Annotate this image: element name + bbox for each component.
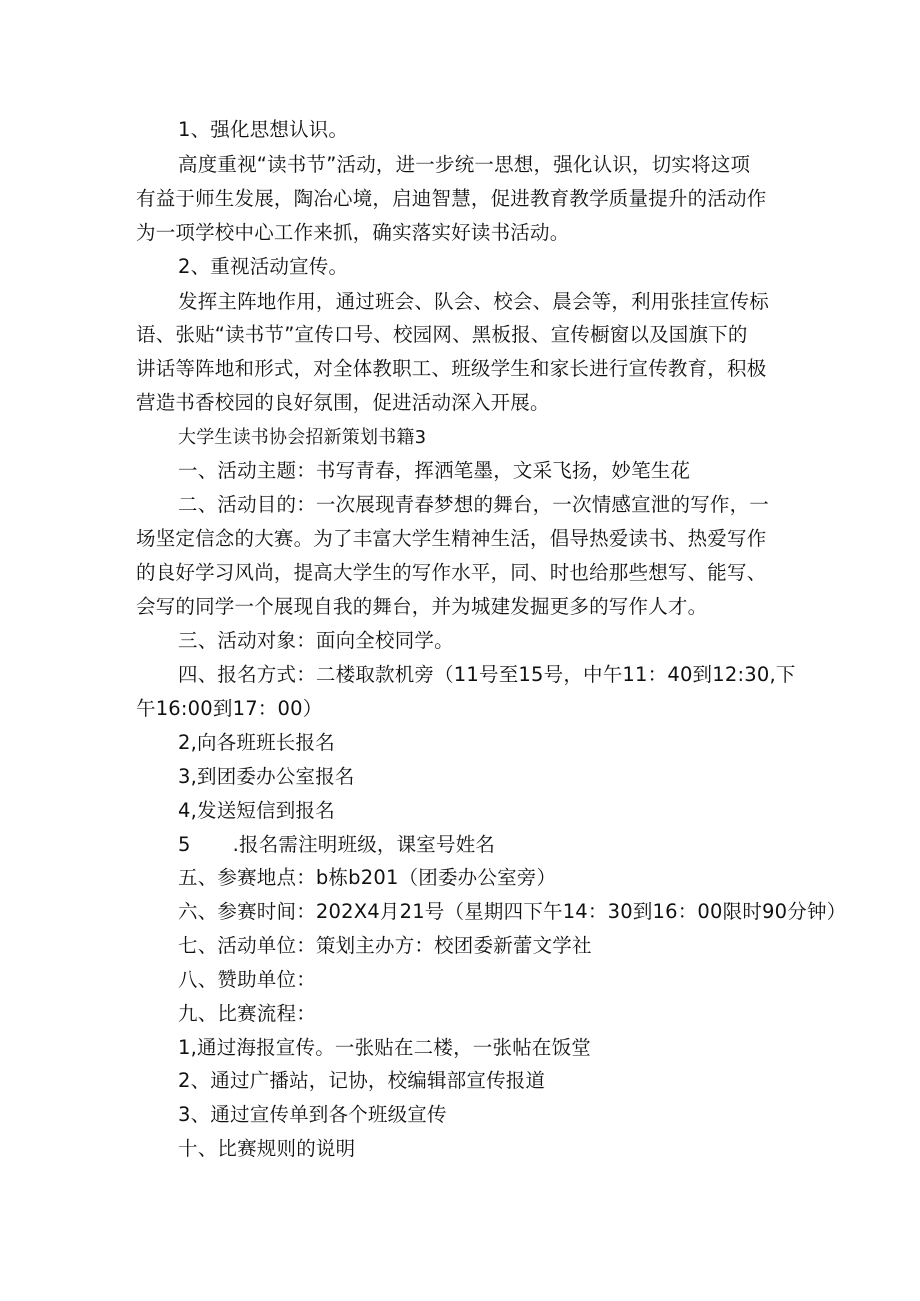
process-item: 3、通过宣传单到各个班级宣传 — [178, 1103, 447, 1126]
contest-venue: 五、参赛地点：b栋b201（团委办公室旁） — [178, 866, 557, 889]
contest-process: 九、比赛流程： — [178, 1002, 316, 1025]
activity-theme: 一、活动主题：书写青春，挥洒笔墨，文采飞扬，妙笔生花 — [178, 459, 691, 482]
paragraph-line: 为一项学校中心工作来抓，确实落实好读书活动。 — [136, 221, 570, 244]
paragraph-line: 营造书香校园的良好氛围，促进活动深入开展。 — [136, 391, 550, 414]
section-title: 大学生读书协会招新策划书籍3 — [178, 427, 427, 448]
paragraph-line: 午16:00到17：00） — [136, 697, 323, 720]
sponsor: 八、赞助单位： — [178, 968, 316, 991]
contest-rules: 十、比赛规则的说明 — [178, 1137, 356, 1160]
contest-time: 六、参赛时间：202X4月21号（星期四下午14：30到16：00限时90分钟） — [178, 900, 847, 923]
heading-strengthen-thinking: 1、强化思想认识。 — [178, 118, 349, 141]
item-text: .报名需注明班级，课室号姓名 — [232, 833, 496, 856]
paragraph-line: 的良好学习风尚，提高大学生的写作水平，同、时也给那些想写、能写、 — [136, 561, 767, 584]
activity-purpose: 二、活动目的：一次展现青春梦想的舞台，一次情感宣泄的写作，一 — [178, 493, 770, 516]
registration-method: 四、报名方式：二楼取款机旁（11号至15号，中午11：40到12:30,下 — [178, 663, 796, 686]
paragraph-line: 场坚定信念的大赛。为了丰富大学生精神生活，倡导热爱读书、热爱写作 — [136, 527, 767, 550]
paragraph-line: 高度重视“读书节”活动，进一步统一思想，强化认识，切实将这项 — [178, 153, 751, 176]
paragraph-line: 有益于师生发展，陶冶心境，启迪智慧，促进教育教学质量提升的活动作 — [136, 187, 767, 210]
registration-item: 2,向各班班长报名 — [178, 731, 335, 754]
paragraph-line: 讲话等阵地和形式，对全体教职工、班级学生和家长进行宣传教育，积极 — [136, 357, 767, 380]
process-item: 1,通过海报宣传。一张贴在二楼，一张帖在饭堂 — [178, 1036, 592, 1059]
paragraph-line: 发挥主阵地作用，通过班会、队会、校会、晨会等，利用张挂宣传标 — [178, 290, 770, 313]
paragraph-line: 会写的同学一个展现自我的舞台，并为城建发掘更多的写作人才。 — [136, 595, 708, 618]
process-item: 2、通过广播站，记协，校编辑部宣传报道 — [178, 1069, 546, 1092]
registration-item: 3,到团委办公室报名 — [178, 765, 355, 788]
item-number: 5 — [178, 833, 191, 856]
activity-organizer: 七、活动单位：策划主办方：校团委新蕾文学社 — [178, 934, 592, 957]
registration-item: 4,发送短信到报名 — [178, 799, 335, 822]
registration-item — [0, 833, 920, 857]
activity-target: 三、活动对象：面向全校同学。 — [178, 629, 454, 652]
heading-activity-promotion: 2、重视活动宣传。 — [178, 255, 349, 278]
paragraph-line: 语、张贴“读书节”宣传口号、校园网、黑板报、宣传橱窗以及国旗下的 — [136, 323, 748, 346]
